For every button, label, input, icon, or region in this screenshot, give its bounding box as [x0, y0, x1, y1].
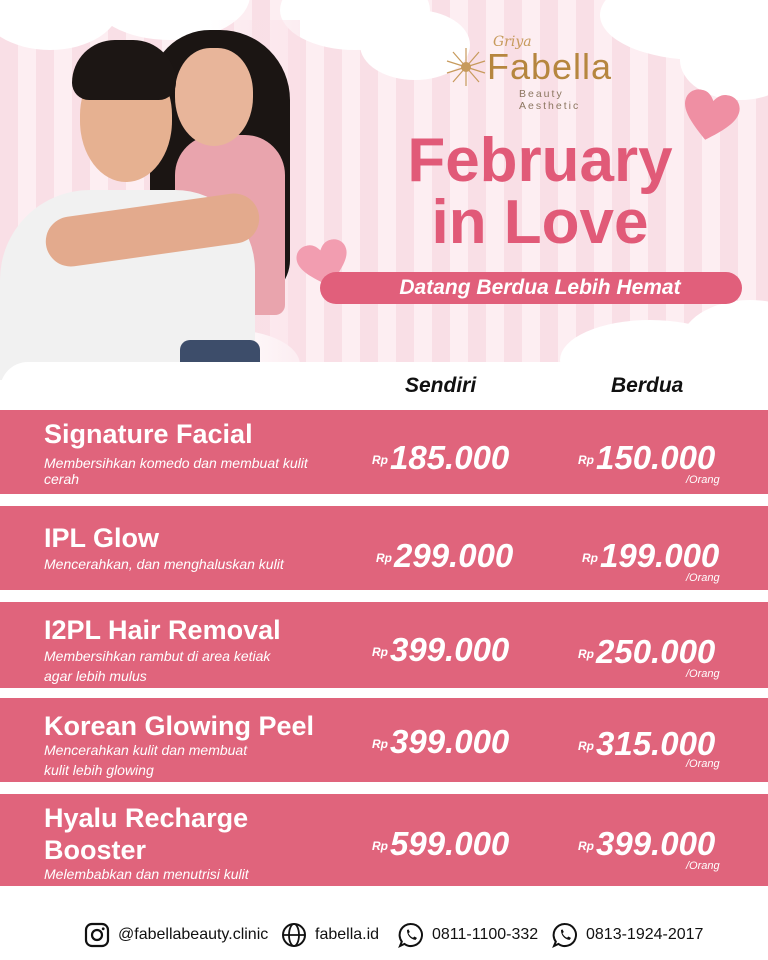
single-price	[376, 538, 513, 574]
brand-prefix: Griya	[493, 34, 532, 50]
instagram-contact[interactable]	[84, 922, 268, 948]
couple-price	[582, 538, 719, 574]
treatment-row	[0, 506, 768, 590]
currency-label: Rp	[582, 551, 598, 565]
sunburst-logo-icon	[445, 46, 487, 88]
single-price-value: 599.000	[390, 825, 510, 862]
treatment-name: Hyalu Recharge Booster	[44, 803, 249, 865]
currency-label: Rp	[578, 453, 594, 467]
couple-price-value: 150.000	[596, 439, 716, 476]
currency-label: Rp	[578, 739, 594, 753]
instagram-handle: @fabellabeauty.clinic	[118, 926, 269, 943]
couple-price	[578, 634, 715, 670]
contact-footer	[0, 912, 768, 956]
couple-price-value: 199.000	[600, 537, 720, 574]
single-price	[372, 440, 509, 476]
brand-name: Fabella	[487, 46, 613, 87]
whatsapp-number: 0813-1924-2017	[586, 926, 704, 943]
whatsapp-number: 0811-1100-332	[432, 926, 539, 943]
globe-icon	[281, 922, 307, 948]
currency-label: Rp	[372, 737, 388, 751]
currency-label: Rp	[376, 551, 392, 565]
treatment-name: Signature Facial	[44, 419, 253, 449]
website-contact[interactable]	[281, 922, 379, 948]
treatment-row	[0, 410, 768, 494]
couple-photo	[0, 20, 300, 380]
single-price	[372, 826, 509, 862]
treatment-name: I2PL Hair Removal	[44, 615, 281, 645]
headline-line-2: in Love	[431, 188, 649, 257]
single-price	[372, 724, 509, 760]
currency-label: Rp	[372, 645, 388, 659]
couple-price	[578, 440, 715, 476]
per-person-label: /Orang	[686, 474, 720, 486]
currency-label: Rp	[372, 453, 388, 467]
currency-label: Rp	[578, 839, 594, 853]
treatment-description: Mencerahkan, dan menghaluskan kulit	[44, 556, 284, 572]
column-header-couple: Berdua	[611, 374, 684, 397]
hero-banner	[0, 0, 768, 380]
per-person-label: /Orang	[686, 572, 720, 584]
single-price	[372, 632, 509, 668]
couple-price	[578, 726, 715, 762]
website-url: fabella.id	[315, 926, 380, 943]
single-price-value: 299.000	[394, 537, 514, 574]
couple-price	[578, 826, 715, 862]
per-person-label: /Orang	[686, 860, 720, 872]
whatsapp-contact[interactable]	[398, 922, 538, 948]
instagram-icon	[84, 922, 110, 948]
whatsapp-icon	[552, 922, 578, 948]
treatment-row	[0, 602, 768, 688]
treatment-description: Membersihkan komedo dan membuat kulit cerah	[44, 455, 308, 487]
treatment-name: Korean Glowing Peel	[44, 711, 315, 741]
treatment-row	[0, 698, 768, 782]
brand-logo	[445, 32, 625, 112]
tagline-banner: Datang Berdua Lebih Hemat	[320, 272, 742, 304]
treatment-description: Membersihkan rambut di area ketiak agar lebih mulus	[44, 648, 271, 684]
single-price-value: 399.000	[390, 723, 510, 760]
couple-price-value: 250.000	[596, 633, 716, 670]
whatsapp-contact[interactable]	[552, 922, 703, 948]
treatment-description: Melembabkan dan menutrisi kulit	[44, 866, 249, 882]
treatment-description: Mencerahkan kulit dan membuat kulit lebih glowing	[44, 742, 248, 778]
headline-line-1: February	[407, 126, 673, 195]
whatsapp-icon	[398, 922, 424, 948]
column-header-single: Sendiri	[405, 374, 477, 397]
per-person-label: /Orang	[686, 758, 720, 770]
single-price-value: 399.000	[390, 631, 510, 668]
couple-price-value: 315.000	[596, 725, 716, 762]
treatment-row	[0, 794, 768, 886]
couple-price-value: 399.000	[596, 825, 716, 862]
currency-label: Rp	[578, 647, 594, 661]
single-price-value: 185.000	[390, 439, 510, 476]
treatment-name: IPL Glow	[44, 523, 160, 553]
per-person-label: /Orang	[686, 668, 720, 680]
brand-subtitle: Beauty Aesthetic	[519, 88, 581, 112]
currency-label: Rp	[372, 839, 388, 853]
